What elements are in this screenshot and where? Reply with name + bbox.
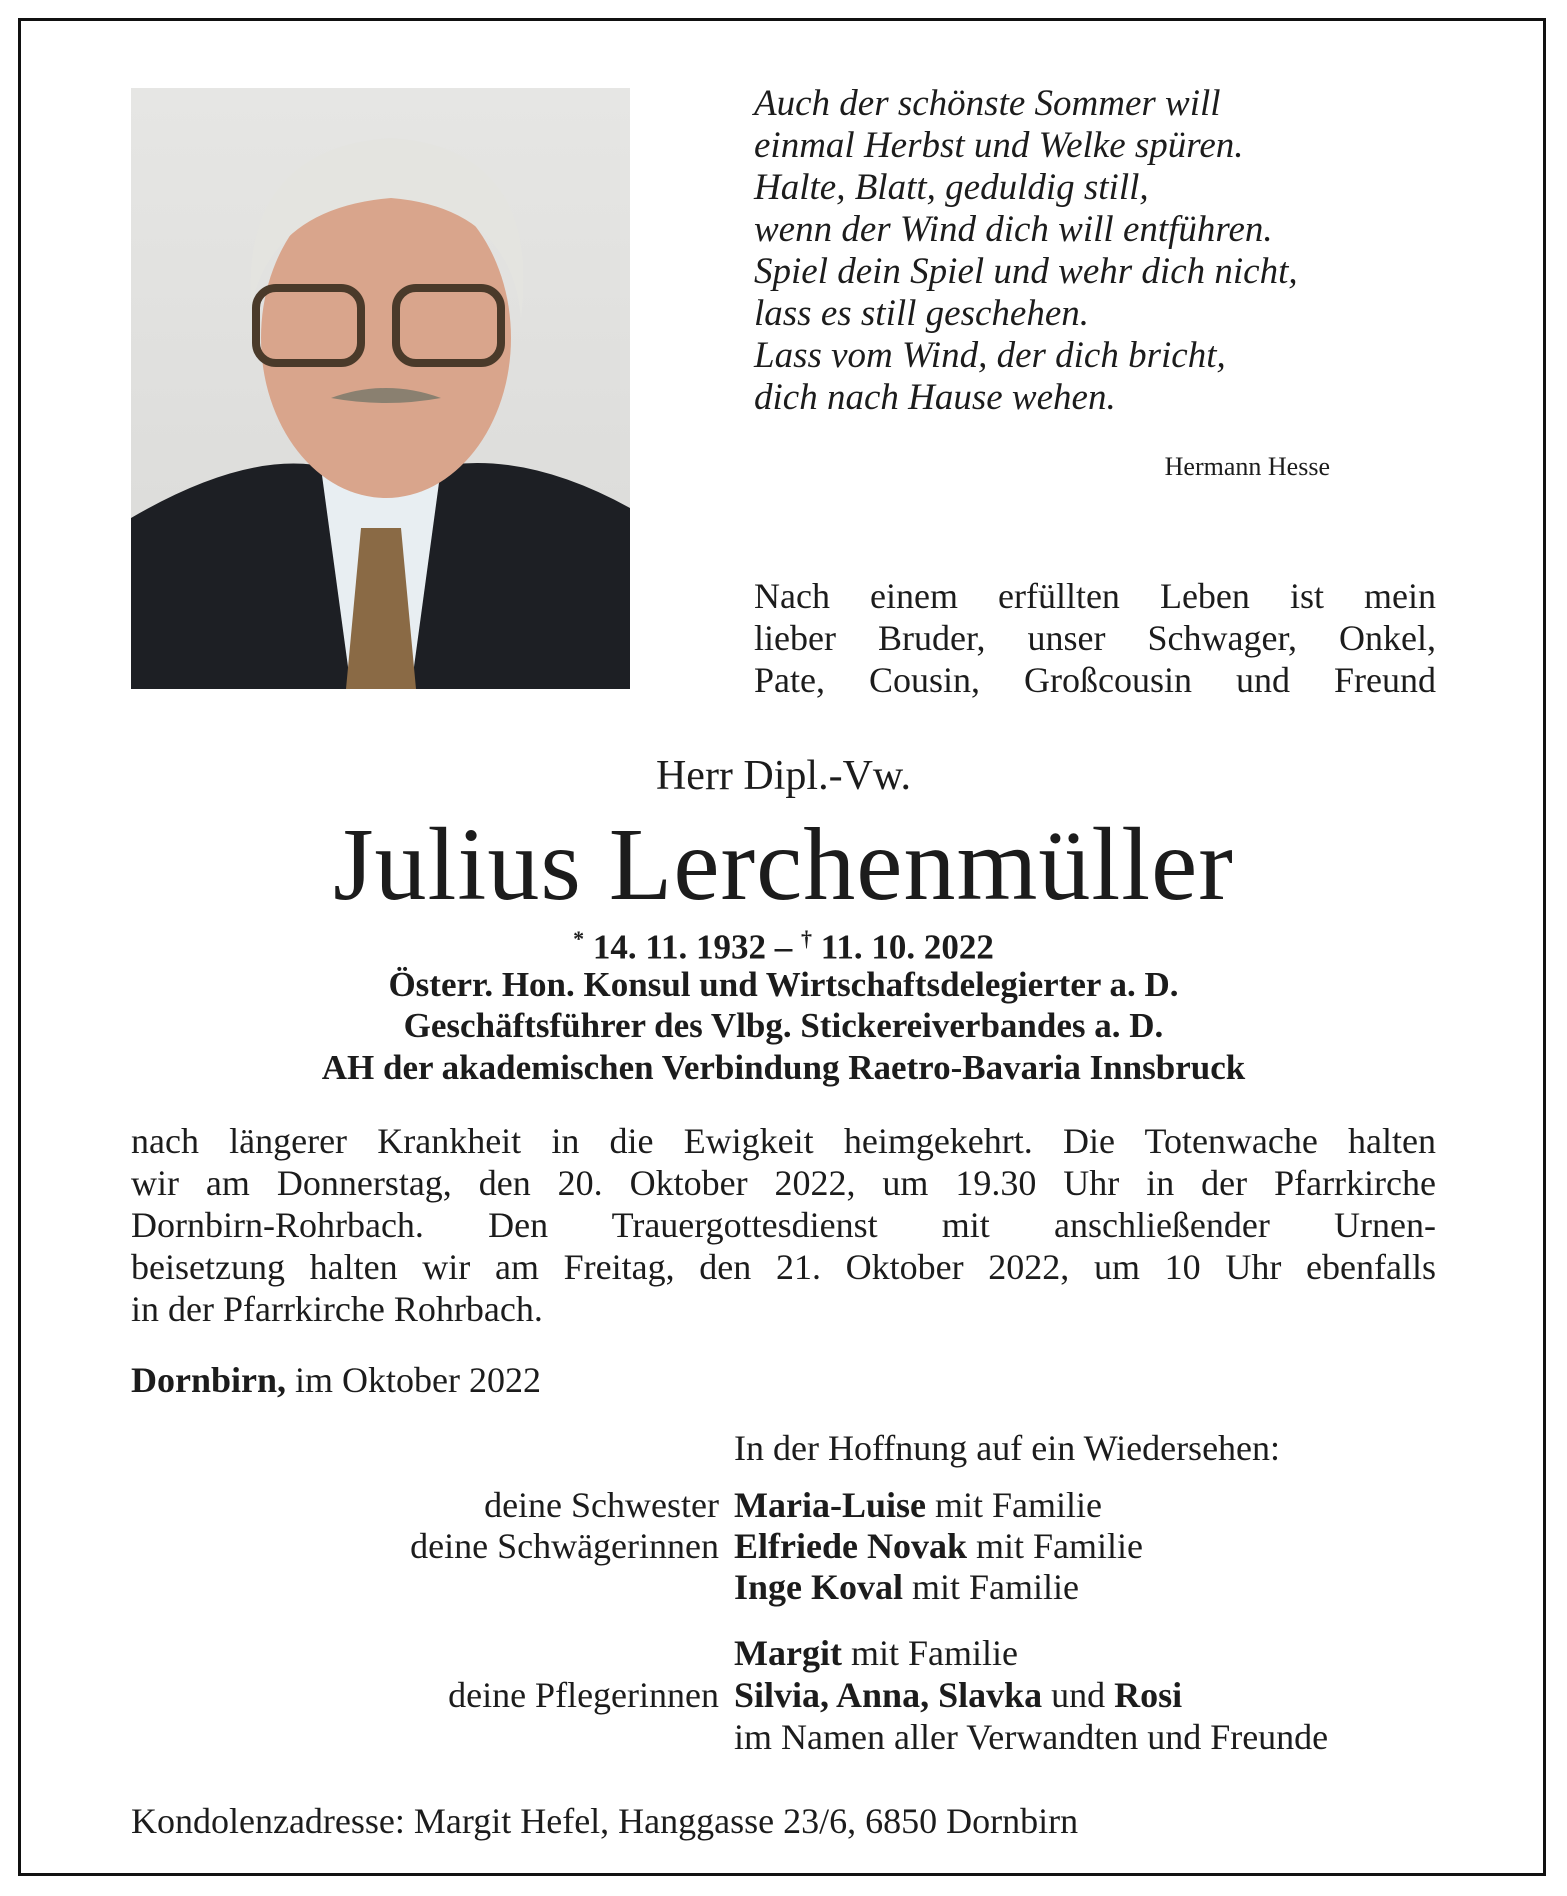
mourner-suffix: mit Familie [925, 1485, 1102, 1525]
mourner-carers [734, 1674, 1182, 1716]
mourner-suffix: mit Familie [841, 1633, 1018, 1673]
place-city: Dornbirn, [131, 1360, 287, 1400]
sisters-in-law-label: deine Schwägerinnen [410, 1526, 719, 1566]
portrait-photo [131, 88, 630, 689]
mourner-name: Maria-Luise [734, 1485, 926, 1525]
deceased-name: Julius Lerchenmüller [333, 807, 1234, 922]
mourner-name: Elfriede Novak [734, 1526, 967, 1566]
body-line: beisetzung halten wir am Freitag, den 21. Oktober 2022, um 10 Uhr ebenfalls [131, 1247, 1436, 1287]
body-line: wir am Donnerstag, den 20. Oktober 2022, um 19.30 Uhr in der Pfarrkirche [131, 1163, 1436, 1203]
body-line: nach längerer Krankheit in die Ewigkeit heimgekehrt. Die Totenwache halten [131, 1121, 1436, 1161]
mourner-conjunction: und [1042, 1675, 1115, 1715]
mourner-margit [734, 1632, 1018, 1674]
poem-line: einmal Herbst und Welke spüren. [754, 125, 1244, 166]
mourner-suffix: mit Familie [966, 1526, 1143, 1566]
condolence-address: Kondolenzadresse: Margit Hefel, Hanggasse 23/6, 6850 Dornbirn [131, 1801, 1079, 1841]
mourners-heading: In der Hoffnung auf ein Wiedersehen: [734, 1428, 1281, 1468]
mourner-sister [734, 1484, 1102, 1526]
poem-line: Halte, Blatt, geduldig still, [754, 167, 1149, 208]
poem-line: wenn der Wind dich will entführen. [754, 209, 1273, 250]
poem [754, 83, 1298, 419]
mourner-sister-in-law [734, 1566, 1079, 1608]
mourner-sister-in-law [734, 1525, 1143, 1567]
mourner-suffix: mit Familie [903, 1567, 1080, 1607]
death-symbol: † [801, 926, 812, 951]
place-date [131, 1359, 541, 1401]
poem-line: Spiel dein Spiel und wehr dich nicht, [754, 251, 1298, 292]
poem-line: dich nach Hause wehen. [754, 377, 1116, 418]
intro-line: Pate, Cousin, Großcousin und Freund [754, 660, 1436, 700]
sister-label: deine Schwester [484, 1485, 719, 1525]
intro-line: Nach einem erfüllten Leben ist mein [754, 576, 1436, 616]
body-line: Dornbirn-Rohrbach. Den Trauergottesdienst mit anschließender Urnen- [131, 1205, 1436, 1245]
death-date: 11. 10. 2022 [820, 927, 994, 967]
mourners-closing: im Namen aller Verwandten und Freunde [734, 1717, 1329, 1757]
mourner-name: Rosi [1114, 1675, 1183, 1715]
carers-label: deine Pflegerinnen [448, 1675, 719, 1715]
intro-text [754, 575, 1436, 701]
poem-author: Hermann Hesse [1164, 452, 1330, 481]
mourner-name: Silvia, Anna, Slavka [734, 1675, 1043, 1715]
title-line: Österr. Hon. Konsul und Wirtschaftsdelegierter a. D. [388, 965, 1179, 1004]
poem-line: Auch der schönste Sommer will [754, 83, 1221, 124]
intro-line: lieber Bruder, unser Schwager, Onkel, [754, 618, 1436, 658]
title-line: AH der akademischen Verbindung Raetro-Bavaria Innsbruck [321, 1048, 1246, 1087]
birth-date: 14. 11. 1932 – [592, 927, 801, 967]
life-dates [0, 918, 1567, 969]
poem-line: Lass vom Wind, der dich bricht, [754, 335, 1226, 376]
mourner-name: Margit [734, 1633, 842, 1673]
birth-symbol: * [573, 926, 585, 951]
mourner-name: Inge Koval [734, 1567, 904, 1607]
body-line: in der Pfarrkirche Rohrbach. [131, 1289, 543, 1329]
poem-line: lass es still geschehen. [754, 293, 1090, 334]
place-date-text: im Oktober 2022 [286, 1360, 542, 1400]
name-prefix: Herr Dipl.-Vw. [655, 753, 912, 799]
title-line: Geschäftsführer des Vlbg. Stickereiverbandes a. D. [403, 1006, 1164, 1045]
announcement-body [131, 1120, 1436, 1330]
